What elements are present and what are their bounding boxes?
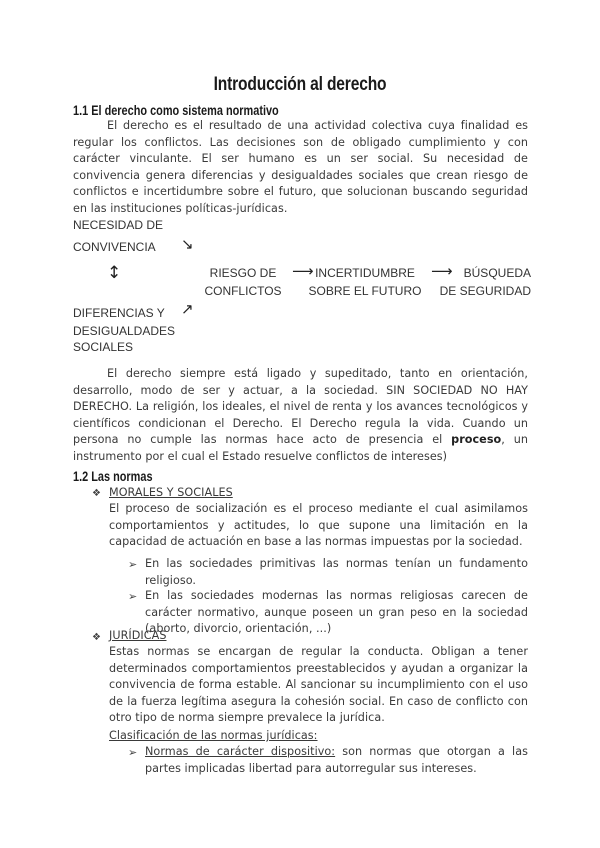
arrow-updown-icon: ↕ bbox=[107, 263, 122, 283]
arrow-down-right-icon: ↘ bbox=[181, 235, 194, 253]
juridicas-label: JURÍDICAS bbox=[109, 629, 167, 642]
node-incertidumbre-line1: INCERTIDUMBRE bbox=[315, 266, 415, 280]
arrow-bullet-icon: ➢ bbox=[128, 558, 138, 571]
node-necesidad-line1: NECESIDAD DE bbox=[73, 218, 164, 232]
arrow-right-icon: ⟶ bbox=[292, 262, 314, 280]
second-paragraph-text-end: , un instrumento por el cual el Estado resuelve conflictos de intereses) bbox=[73, 433, 529, 463]
page-title: Introducción al derecho bbox=[213, 74, 387, 95]
node-riesgo-line1: RIESGO DE bbox=[209, 266, 277, 280]
arrow-up-right-icon: ↗ bbox=[181, 300, 194, 318]
node-incertidumbre-line2: SOBRE EL FUTURO bbox=[308, 284, 422, 298]
node-diferencias-line1: DIFERENCIAS Y bbox=[73, 306, 165, 320]
section-heading-1-2: 1.2 Las normas bbox=[73, 468, 153, 484]
node-diferencias-line3: SOCIALES bbox=[73, 340, 134, 354]
keyword-proceso: proceso bbox=[451, 433, 502, 447]
intro-paragraph-text: El derecho es el resultado de una actividad colectiva cuya finalidad es regular los conflictos. Las decisiones son de obligado cumplimiento y con carácter vinculante. El ser humano es un ser social. Su necesidad de convivencia genera diferencias y desigualdades sociales que crean riesgo de conflictos e incertidumbre sobre el futuro, que solucionan buscando seguridad en las instituciones políticas-jurídicas. bbox=[73, 119, 528, 215]
second-paragraph bbox=[73, 366, 528, 466]
classification-item-1 bbox=[145, 744, 528, 777]
arrow-bullet-icon: ➢ bbox=[128, 590, 138, 603]
node-diferencias-line2: DESIGUALDADES bbox=[73, 324, 176, 338]
morales-item-2: En las sociedades modernas las normas religiosas carecen de carácter normativo, aunque poseen un gran peso en la sociedad (aborto, divorcio, orientación, ...) bbox=[145, 589, 528, 636]
node-busqueda-line1: BÚSQUEDA bbox=[463, 266, 531, 280]
classification-label: Clasificación de las normas jurídicas: bbox=[109, 729, 318, 742]
node-busqueda-line2: DE SEGURIDAD bbox=[439, 284, 531, 298]
classification-term: Normas de carácter dispositivo: bbox=[145, 745, 336, 758]
section-heading-1-1: 1.1 El derecho como sistema normativo bbox=[73, 102, 279, 118]
node-necesidad-line2: CONVIVENCIA bbox=[73, 240, 156, 254]
classification-description: son normas que otorgan a las partes implicadas libertad para autorregular sus intereses. bbox=[145, 745, 528, 775]
juridicas-text: Estas normas se encargan de regular la conducta. Obligan a tener determinados comportamientos preestablecidos y ayudan a organizar la convivencia de forma estable. Al sancionar su incumplimiento con el uso de la fuerza legítima asegura la cohesión social. En caso de conflicto con otro tipo de norma siempre prevalece la jurídica. bbox=[109, 645, 528, 725]
intro-paragraph bbox=[73, 118, 528, 218]
morales-item-1: En las sociedades primitivas las normas tenían un fundamento religioso. bbox=[145, 557, 528, 587]
diamond-bullet-icon: ❖ bbox=[92, 632, 101, 643]
diamond-bullet-icon: ❖ bbox=[92, 488, 101, 499]
second-paragraph-text: El derecho siempre está ligado y supeditado, tanto en orientación, desarrollo, modo de ser y actuar, a la sociedad. SIN SOCIEDAD NO HAY DERECHO. La religión, los ideales, el nivel de renta y los avances tecnológicos y científicos condicionan el Derecho. El Derecho regula la vida. Cuando un persona no cumple las normas hace acto de presencia el bbox=[73, 367, 528, 447]
arrow-bullet-icon: ➢ bbox=[128, 746, 138, 759]
morales-text: El proceso de socialización es el proceso mediante el cual asimilamos comportamientos y actitudes, lo que supone una limitación en la capacidad de actuación en base a las normas impuestas por la sociedad. bbox=[109, 502, 528, 549]
node-riesgo-line2: CONFLICTOS bbox=[204, 284, 282, 298]
morales-label: MORALES Y SOCIALES bbox=[109, 486, 233, 499]
arrow-right-icon: ⟶ bbox=[431, 262, 453, 280]
